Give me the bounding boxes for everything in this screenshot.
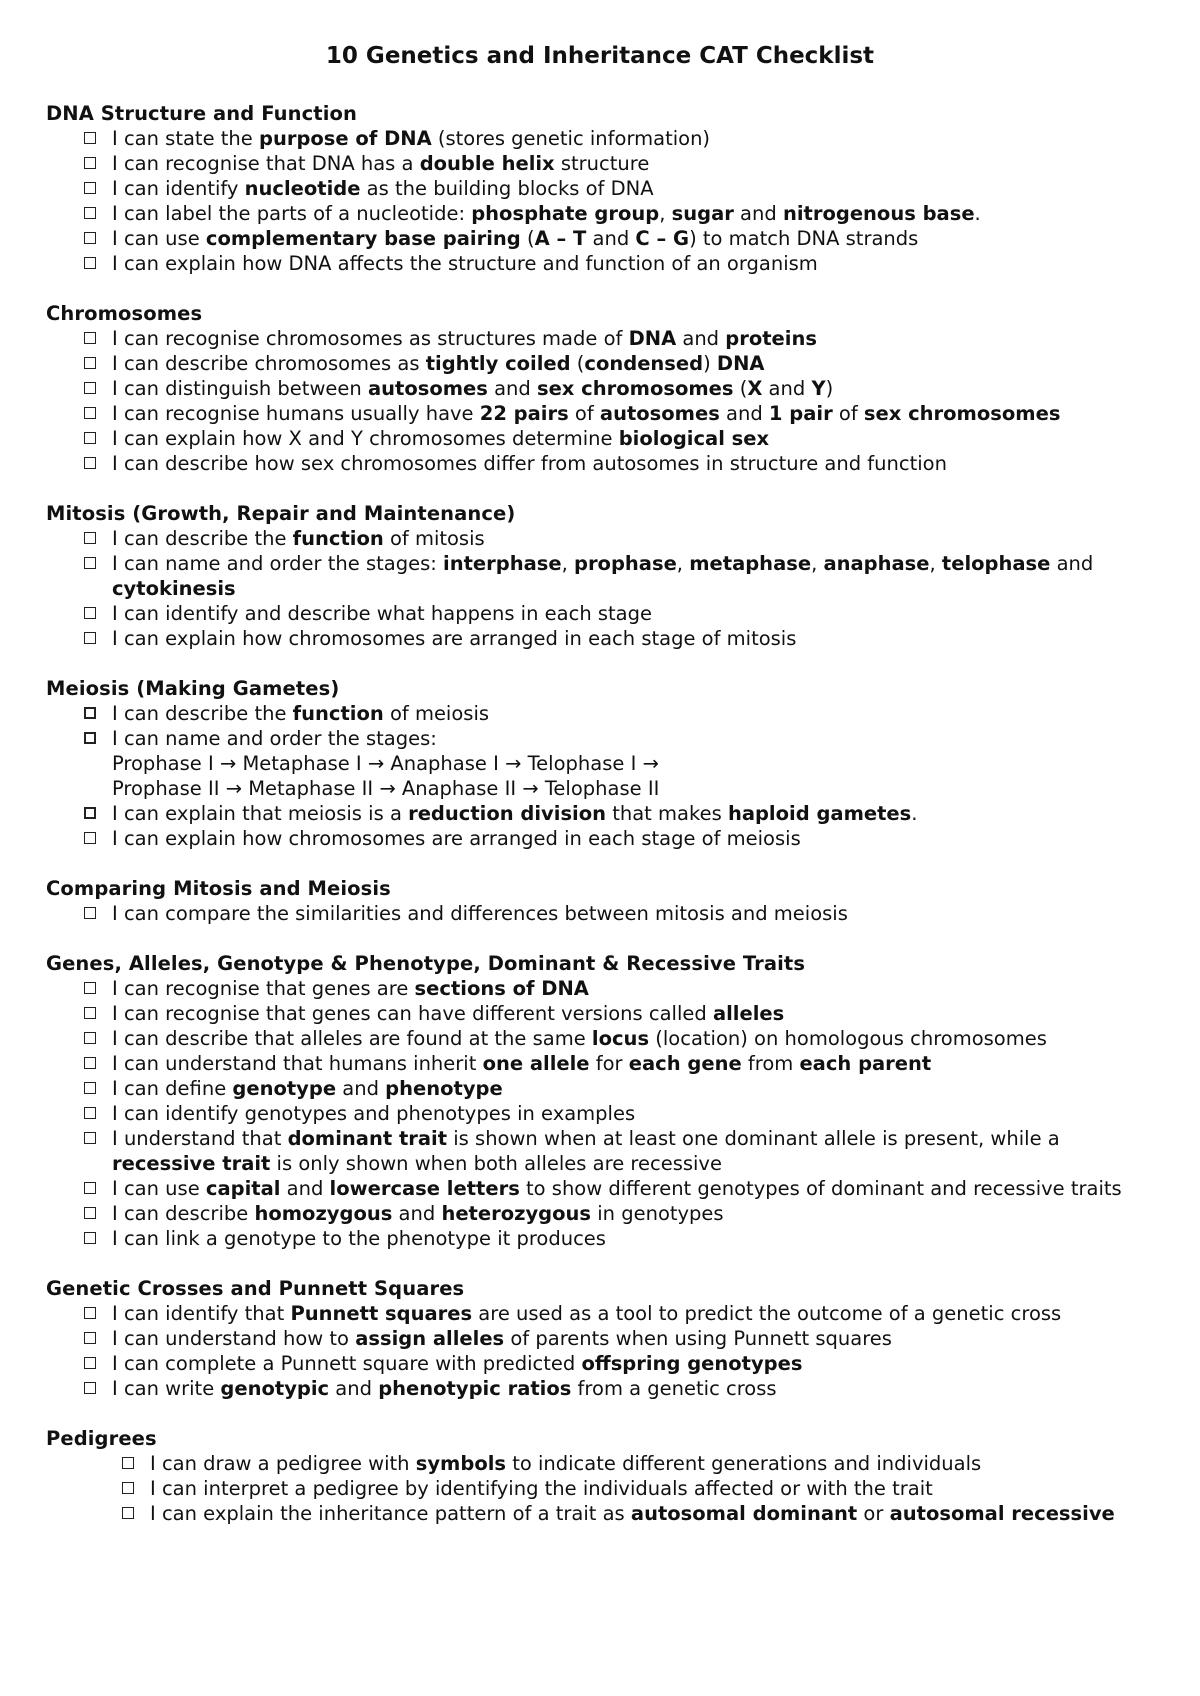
checklist-item xyxy=(84,326,1166,351)
text-segment: , xyxy=(811,552,824,575)
checkbox-icon[interactable] xyxy=(84,1332,96,1344)
text-segment: I can explain that meiosis is a xyxy=(112,802,409,825)
text-segment: I can compare the similarities and differences between mitosis and meiosis xyxy=(112,902,848,925)
checkbox-icon[interactable] xyxy=(84,532,96,544)
checkbox-icon[interactable] xyxy=(84,1357,96,1369)
text-segment: and xyxy=(733,202,783,225)
section-heading: DNA Structure and Function xyxy=(46,102,357,125)
checklist-item-text xyxy=(112,401,1166,426)
bold-term: homozygous xyxy=(254,1202,393,1225)
text-segment: . xyxy=(911,802,918,825)
bold-term: autosomal dominant xyxy=(630,1502,858,1525)
checklist-item-text xyxy=(112,1126,1166,1176)
bold-term: phenotype xyxy=(385,1077,503,1100)
checklist-item xyxy=(122,1501,1166,1526)
checklist-item xyxy=(84,226,1166,251)
text-segment: I can recognise that DNA has a xyxy=(112,152,420,175)
bold-term: complementary base pairing xyxy=(205,227,521,250)
text-segment: and xyxy=(336,1077,386,1100)
text-segment: I can recognise that genes can have different versions called xyxy=(112,1002,713,1025)
bold-term: heterozygous xyxy=(441,1202,592,1225)
text-segment: I can distinguish between xyxy=(112,377,368,400)
checklist-item-text xyxy=(150,1451,1166,1476)
text-segment: I can state the xyxy=(112,127,259,150)
text-segment: of parents when using Punnett squares xyxy=(504,1327,892,1350)
checklist-item xyxy=(84,701,1166,726)
checklist-items xyxy=(46,701,1166,851)
bold-term: Punnett squares xyxy=(290,1302,473,1325)
text-segment: I can identify genotypes and phenotypes in examples xyxy=(112,1102,636,1125)
text-segment: , xyxy=(659,202,672,225)
checklist-item-text xyxy=(112,1001,1166,1026)
section-heading: Genetic Crosses and Punnett Squares xyxy=(46,1277,465,1300)
checkbox-icon[interactable] xyxy=(84,1382,96,1394)
text-segment: from xyxy=(741,1052,800,1075)
text-segment: I can draw a pedigree with xyxy=(150,1452,416,1475)
bold-term: interphase xyxy=(443,552,562,575)
text-segment: I can label the parts of a nucleotide: xyxy=(112,202,472,225)
text-segment: I can describe how sex chromosomes differ from autosomes in structure and function xyxy=(112,452,947,475)
checkbox-icon[interactable] xyxy=(84,1082,96,1094)
section-heading: Comparing Mitosis and Meiosis xyxy=(46,877,391,900)
bold-term: each parent xyxy=(799,1052,932,1075)
bold-term: symbols xyxy=(415,1452,507,1475)
checklist-item xyxy=(84,1376,1166,1401)
bold-term: Y xyxy=(811,377,826,400)
checklist-section xyxy=(46,301,1166,476)
text-segment: ( xyxy=(570,352,585,375)
bold-term: alleles xyxy=(712,1002,785,1025)
bold-term: double helix xyxy=(419,152,555,175)
bold-term: 1 pair xyxy=(768,402,833,425)
checkbox-icon[interactable] xyxy=(84,1132,96,1144)
text-segment: and xyxy=(586,227,636,250)
checkbox-icon[interactable] xyxy=(84,157,96,169)
bold-term: recessive trait xyxy=(112,1152,271,1175)
bold-term: cytokinesis xyxy=(112,577,236,600)
text-segment: I can name and order the stages: xyxy=(112,552,444,575)
bold-term: sex chromosomes xyxy=(536,377,734,400)
bold-term: condensed xyxy=(584,352,704,375)
text-segment: I can recognise chromosomes as structures made of xyxy=(112,327,629,350)
text-segment: ( xyxy=(733,377,748,400)
checklist-item-text xyxy=(112,526,1166,551)
text-segment: ( xyxy=(520,227,535,250)
checklist-item-text xyxy=(112,176,1166,201)
bold-term: locus xyxy=(591,1027,650,1050)
bold-term: C – G xyxy=(635,227,690,250)
text-segment: , xyxy=(561,552,574,575)
checklist-item-text xyxy=(112,1101,1166,1126)
checklist-item-text xyxy=(112,376,1166,401)
bold-term: phosphate group xyxy=(471,202,660,225)
bold-term: genotype xyxy=(232,1077,337,1100)
checkbox-icon[interactable] xyxy=(84,407,96,419)
text-segment: I can describe xyxy=(112,1202,255,1225)
checklist-items xyxy=(46,326,1166,476)
bold-term: autosomes xyxy=(599,402,720,425)
text-segment: are used as a tool to predict the outcome of a genetic cross xyxy=(472,1302,1062,1325)
checklist-item-text xyxy=(112,426,1166,451)
checklist-item xyxy=(84,901,1166,926)
checklist-item xyxy=(84,1126,1166,1176)
checkbox-icon[interactable] xyxy=(122,1482,134,1494)
checklist-item-text xyxy=(112,326,1166,351)
checkbox-icon[interactable] xyxy=(84,1007,96,1019)
text-segment: ) to match DNA strands xyxy=(689,227,919,250)
text-segment: in genotypes xyxy=(591,1202,724,1225)
text-segment: I can complete a Punnett square with predicted xyxy=(112,1352,582,1375)
section-heading: Chromosomes xyxy=(46,302,203,325)
checkbox-icon[interactable] xyxy=(84,707,96,719)
bold-term: capital xyxy=(205,1177,281,1200)
text-segment: I can describe that alleles are found at the same xyxy=(112,1027,592,1050)
text-segment: of xyxy=(832,402,864,425)
checkbox-icon[interactable] xyxy=(84,832,96,844)
checkbox-icon[interactable] xyxy=(122,1457,134,1469)
checkbox-icon[interactable] xyxy=(84,1307,96,1319)
bold-term: X xyxy=(747,377,763,400)
text-segment: to indicate different generations and individuals xyxy=(506,1452,982,1475)
checkbox-icon[interactable] xyxy=(84,207,96,219)
checklist-item xyxy=(84,176,1166,201)
checklist-item-text xyxy=(112,1051,1166,1076)
checkbox-icon[interactable] xyxy=(84,132,96,144)
checklist-item xyxy=(84,1301,1166,1326)
text-segment: I can link a genotype to the phenotype it produces xyxy=(112,1227,606,1250)
checklist-item-text xyxy=(112,826,1166,851)
checklist-content xyxy=(46,101,1166,1551)
bold-term: genotypic xyxy=(220,1377,330,1400)
checkbox-icon[interactable] xyxy=(84,807,96,819)
text-segment: or xyxy=(857,1502,890,1525)
checklist-item xyxy=(84,1226,1166,1251)
checklist-items xyxy=(46,126,1166,276)
text-segment: I can describe the xyxy=(112,702,293,725)
checklist-item xyxy=(84,551,1166,601)
text-segment: of mitosis xyxy=(383,527,485,550)
text-segment: is shown when at least one dominant allele is present, while a xyxy=(447,1127,1060,1150)
checkbox-icon[interactable] xyxy=(84,332,96,344)
bold-term: DNA xyxy=(628,327,677,350)
checkbox-icon[interactable] xyxy=(84,1232,96,1244)
checklist-item xyxy=(84,526,1166,551)
checklist-items xyxy=(46,526,1166,651)
section-heading: Genes, Alleles, Genotype & Phenotype, Dominant & Recessive Traits xyxy=(46,952,806,975)
checkbox-icon[interactable] xyxy=(122,1507,134,1519)
text-segment: Prophase II → Metaphase II → Anaphase II → Telophase II xyxy=(112,777,660,800)
checklist-item-text xyxy=(112,351,1166,376)
checklist-item-text xyxy=(150,1476,1166,1501)
text-segment: and xyxy=(392,1202,442,1225)
text-segment: and xyxy=(719,402,769,425)
checklist-section xyxy=(46,951,1166,1251)
text-segment: , xyxy=(929,552,942,575)
checklist-section xyxy=(46,501,1166,651)
checklist-items xyxy=(46,1451,1166,1526)
checklist-item xyxy=(122,1451,1166,1476)
text-segment: I can identify xyxy=(112,177,245,200)
checklist-item-text xyxy=(112,1076,1166,1101)
page-title: 10 Genetics and Inheritance CAT Checklist xyxy=(325,43,875,69)
section-heading: Pedigrees xyxy=(46,1427,157,1450)
bold-term: 22 pairs xyxy=(479,402,569,425)
checklist-item-text xyxy=(112,901,1166,926)
checklist-item xyxy=(84,601,1166,626)
text-segment: and xyxy=(1050,552,1094,575)
bold-term: purpose of DNA xyxy=(258,127,432,150)
bold-term: tightly coiled xyxy=(425,352,571,375)
checklist-item xyxy=(84,451,1166,476)
checklist-item-text xyxy=(112,601,1166,626)
checklist-item-text xyxy=(112,201,1166,226)
checklist-item xyxy=(84,251,1166,276)
checkbox-icon[interactable] xyxy=(84,182,96,194)
bold-term: offspring genotypes xyxy=(581,1352,803,1375)
checklist-item-text xyxy=(112,1376,1166,1401)
checkbox-icon[interactable] xyxy=(84,357,96,369)
checklist-section xyxy=(46,1276,1166,1401)
checklist-item-text xyxy=(112,701,1166,726)
checklist-item-text xyxy=(112,626,1166,651)
checklist-item-text xyxy=(112,451,1166,476)
text-segment: ) xyxy=(825,377,834,400)
text-segment: I can use xyxy=(112,1177,206,1200)
checkbox-icon[interactable] xyxy=(84,1207,96,1219)
checklist-section xyxy=(46,1426,1166,1526)
checklist-section xyxy=(46,876,1166,926)
checkbox-icon[interactable] xyxy=(84,732,96,744)
bold-term: assign alleles xyxy=(355,1327,505,1350)
bold-term: sugar xyxy=(671,202,734,225)
checklist-item-text xyxy=(112,1351,1166,1376)
text-segment: I can name and order the stages: xyxy=(112,727,437,750)
checklist-item xyxy=(84,826,1166,851)
bold-term: function xyxy=(292,527,384,550)
text-segment: I can explain how chromosomes are arranged in each stage of mitosis xyxy=(112,627,797,650)
text-segment: I understand that xyxy=(112,1127,288,1150)
checklist-item xyxy=(84,1326,1166,1351)
checklist-item-text xyxy=(112,126,1166,151)
checklist-item xyxy=(84,376,1166,401)
checklist-item xyxy=(84,1076,1166,1101)
checklist-item-text xyxy=(112,801,1166,826)
text-segment: I can recognise that genes are xyxy=(112,977,415,1000)
checkbox-icon[interactable] xyxy=(84,982,96,994)
checklist-item xyxy=(84,1201,1166,1226)
text-segment: I can interpret a pedigree by identifying the individuals affected or with the trait xyxy=(150,1477,933,1500)
checkbox-icon[interactable] xyxy=(84,907,96,919)
bold-term: one allele xyxy=(482,1052,590,1075)
checkbox-icon[interactable] xyxy=(84,1182,96,1194)
checklist-item-text xyxy=(112,1226,1166,1251)
checklist-items xyxy=(46,976,1166,1251)
text-segment: I can explain how DNA affects the structure and function of an organism xyxy=(112,252,818,275)
text-segment: I can write xyxy=(112,1377,221,1400)
text-segment: as the building blocks of DNA xyxy=(360,177,654,200)
bold-term: telophase xyxy=(941,552,1051,575)
text-segment: and xyxy=(280,1177,330,1200)
checklist-item-text xyxy=(112,226,1166,251)
bold-term: autosomal recessive xyxy=(889,1502,1115,1525)
checkbox-icon[interactable] xyxy=(84,1107,96,1119)
text-segment: I can explain the inheritance pattern of a trait as xyxy=(150,1502,631,1525)
bold-term: sex chromosomes xyxy=(863,402,1061,425)
checklist-item xyxy=(84,726,1166,801)
text-segment: is only shown when both alleles are recessive xyxy=(270,1152,722,1175)
checklist-item-text xyxy=(112,1301,1166,1326)
checklist-item-text xyxy=(112,976,1166,1001)
text-segment: for xyxy=(589,1052,629,1075)
text-segment: that makes xyxy=(606,802,728,825)
text-segment: I can identify that xyxy=(112,1302,291,1325)
checklist-item xyxy=(84,201,1166,226)
bold-term: nitrogenous base xyxy=(782,202,975,225)
text-segment: . xyxy=(974,202,981,225)
bold-term: prophase xyxy=(573,552,677,575)
bold-term: anaphase xyxy=(823,552,930,575)
bold-term: sections of DNA xyxy=(414,977,589,1000)
checklist-item xyxy=(84,1051,1166,1076)
text-segment: (stores genetic information) xyxy=(431,127,711,150)
checklist-item xyxy=(122,1476,1166,1501)
text-segment: I can understand how to xyxy=(112,1327,356,1350)
checklist-item xyxy=(84,401,1166,426)
bold-term: reduction division xyxy=(408,802,607,825)
text-segment: I can describe chromosomes as xyxy=(112,352,426,375)
checklist-item-text xyxy=(112,151,1166,176)
checklist-item xyxy=(84,1026,1166,1051)
bold-term: function xyxy=(292,702,384,725)
checklist-item-text xyxy=(112,1326,1166,1351)
text-segment: I can describe the xyxy=(112,527,293,550)
checkbox-icon[interactable] xyxy=(84,632,96,644)
text-segment: and xyxy=(762,377,812,400)
checklist-item xyxy=(84,1101,1166,1126)
checklist-item-text xyxy=(112,1176,1166,1201)
text-segment: I can define xyxy=(112,1077,233,1100)
text-segment: I can recognise humans usually have xyxy=(112,402,480,425)
section-heading: Meiosis (Making Gametes) xyxy=(46,677,340,700)
checkbox-icon[interactable] xyxy=(84,557,96,569)
checklist-item xyxy=(84,976,1166,1001)
checkbox-icon[interactable] xyxy=(84,1057,96,1069)
checklist-item-text xyxy=(112,251,1166,276)
checkbox-icon[interactable] xyxy=(84,457,96,469)
bold-term: autosomes xyxy=(367,377,488,400)
text-segment: structure xyxy=(554,152,650,175)
checklist-item-text xyxy=(112,1201,1166,1226)
bold-term: haploid gametes xyxy=(727,802,912,825)
section-heading: Mitosis (Growth, Repair and Maintenance) xyxy=(46,502,516,525)
checkbox-icon[interactable] xyxy=(84,257,96,269)
checklist-section xyxy=(46,101,1166,276)
checklist-item xyxy=(84,1176,1166,1201)
checkbox-icon[interactable] xyxy=(84,1032,96,1044)
checklist-item xyxy=(84,801,1166,826)
text-segment: and xyxy=(676,327,726,350)
bold-term: A – T xyxy=(534,227,587,250)
checklist-item-text xyxy=(112,1026,1166,1051)
checklist-item xyxy=(84,126,1166,151)
text-segment: and xyxy=(487,377,537,400)
checklist-item-text xyxy=(150,1501,1166,1526)
checklist-item-text xyxy=(112,551,1166,601)
checklist-item xyxy=(84,151,1166,176)
checklist-items xyxy=(46,901,1166,926)
text-segment: , xyxy=(676,552,690,575)
bold-term: lowercase letters xyxy=(329,1177,520,1200)
bold-term: nucleotide xyxy=(244,177,361,200)
checkbox-icon[interactable] xyxy=(84,432,96,444)
bold-term: dominant trait xyxy=(287,1127,448,1150)
checkbox-icon[interactable] xyxy=(84,232,96,244)
checklist-item xyxy=(84,426,1166,451)
text-segment: I can use xyxy=(112,227,206,250)
text-segment: of meiosis xyxy=(383,702,490,725)
checklist-item xyxy=(84,351,1166,376)
text-segment: ) xyxy=(703,352,717,375)
checklist-items xyxy=(46,1301,1166,1401)
checkbox-icon[interactable] xyxy=(84,382,96,394)
bold-term: each gene xyxy=(628,1052,742,1075)
checklist-item xyxy=(84,626,1166,651)
bold-term: phenotypic ratios xyxy=(378,1377,572,1400)
text-segment: I can explain how chromosomes are arranged in each stage of meiosis xyxy=(112,827,801,850)
checklist-section xyxy=(46,676,1166,851)
checklist-item xyxy=(84,1001,1166,1026)
text-segment: I can explain how X and Y chromosomes determine xyxy=(112,427,619,450)
text-segment: to show different genotypes of dominant and recessive traits xyxy=(519,1177,1122,1200)
text-segment: (location) on homologous chromosomes xyxy=(649,1027,1047,1050)
text-segment: from a genetic cross xyxy=(571,1377,777,1400)
text-segment: I can identify and describe what happens in each stage xyxy=(112,602,653,625)
text-segment: and xyxy=(329,1377,379,1400)
bold-term: proteins xyxy=(725,327,817,350)
bold-term: metaphase xyxy=(689,552,812,575)
checkbox-icon[interactable] xyxy=(84,607,96,619)
text-segment: of xyxy=(568,402,600,425)
checklist-item xyxy=(84,1351,1166,1376)
bold-term: DNA xyxy=(716,352,765,375)
text-segment: I can understand that humans inherit xyxy=(112,1052,483,1075)
bold-term: biological sex xyxy=(618,427,770,450)
checklist-item-text xyxy=(112,726,1166,801)
text-segment: Prophase I → Metaphase I → Anaphase I → Telophase I → xyxy=(112,752,659,775)
